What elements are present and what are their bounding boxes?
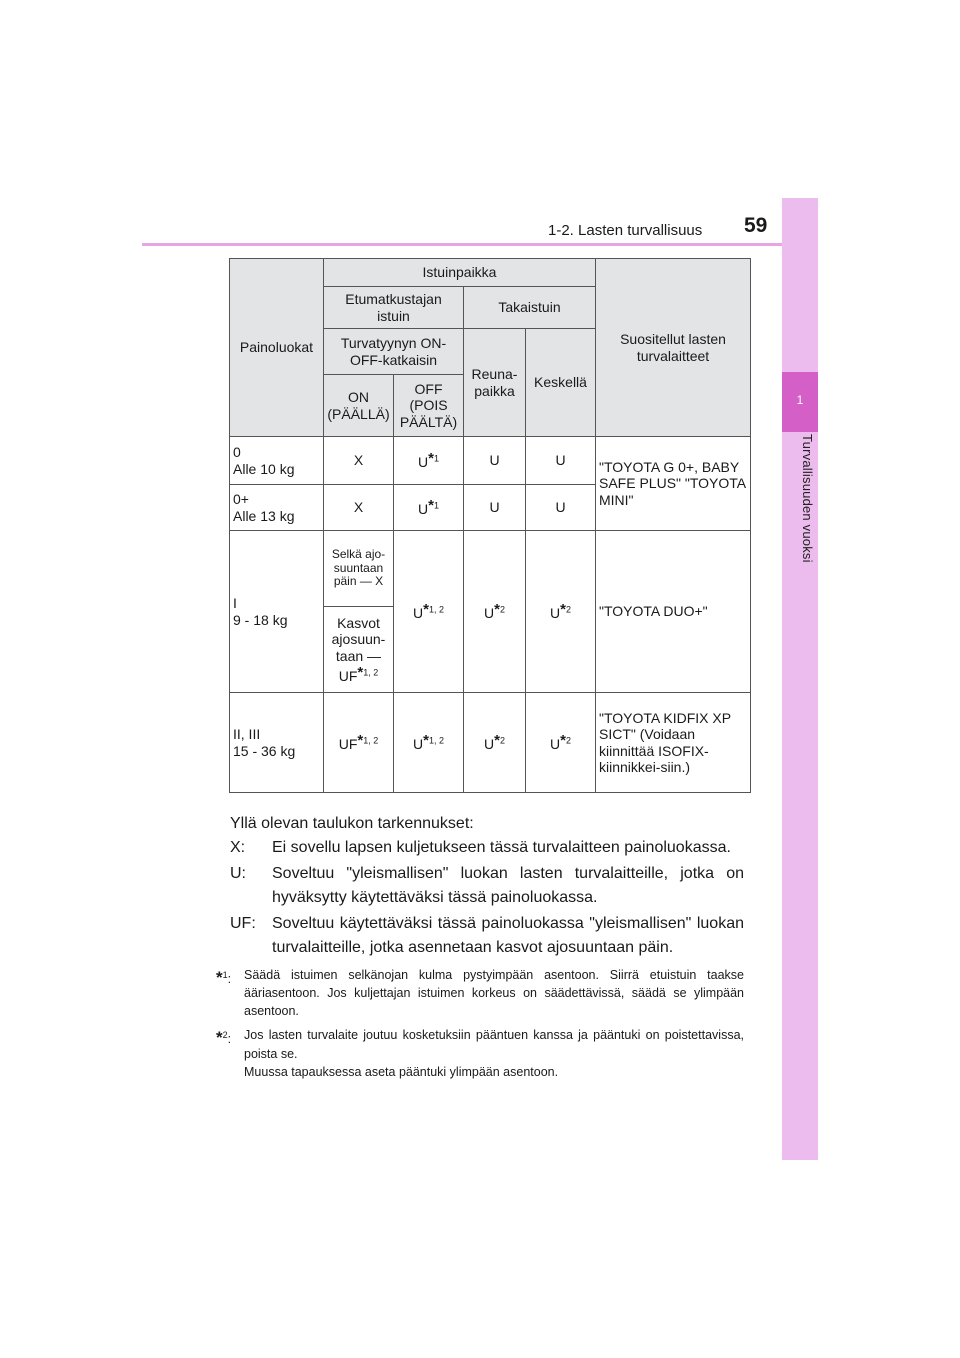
section-title: 1-2. Lasten turvallisuus xyxy=(548,222,703,239)
footnote-2: *$^2$: Jos lasten turvalaite joutuu kosketuksiin pääntuen kanssa ja pääntuki on poistettavissa, poista se. Muussa tapauksessa aseta pääntuki ylimpään asentoon. xyxy=(216,1028,744,1079)
cell-on: X xyxy=(324,437,394,485)
chapter-tab-label: Turvallisuuden vuoksi xyxy=(800,434,815,563)
note-u: U: Soveltuu "yleismallisen" luokan lasten turvalaitteille, jotka on hyväksytty käytettäväksi tässä painoluokassa. xyxy=(230,865,744,906)
cell-on: X xyxy=(324,485,394,531)
cell-on: UF*$^{1, 2}$ xyxy=(324,693,394,793)
note-uf: UF: Soveltuu käytettäväksi tässä painoluokassa "yleismallisen" luokan turvalaitteille, jotka asennetaan kasvot ajosuuntaan päin. xyxy=(230,915,744,956)
footnote-1: *$^1$: Säädä istuimen selkänojan kulma pystyimpään asentoon. Siirrä etuistuin taakse ääriasentoon. Jos kuljettajan istuimen korkeus on säädettävissä, säädä se ylimpään asentoon. xyxy=(216,968,744,1019)
chapter-tab-strip xyxy=(782,198,818,1160)
table-row-group-I xyxy=(230,531,324,693)
group-weight: 9 - 18 kg xyxy=(233,611,288,628)
group-label: I xyxy=(233,595,237,612)
cell-off: U*$^{1, 2}$ xyxy=(394,531,464,693)
group-label: II, III xyxy=(233,726,261,743)
cell-on-rear-facing: Selkä ajo-suuntaan päin — X xyxy=(324,531,394,607)
table-row-group-0plus xyxy=(230,485,324,531)
child-seat-table xyxy=(229,258,751,793)
cell-recommended: "TOYOTA G 0+, BABY SAFE PLUS" "TOYOTA MINI" xyxy=(596,437,751,531)
cell-off: U*$^1$ xyxy=(394,437,464,485)
group-weight: Alle 13 kg xyxy=(233,507,295,524)
cell-recommended: "TOYOTA DUO+" xyxy=(596,531,751,693)
page-number: 59 xyxy=(744,214,768,237)
header-off: OFF (POIS PÄÄLTÄ) xyxy=(394,375,464,437)
cell-outer: U*$^2$ xyxy=(464,693,526,793)
header-outer: Reuna-paikka xyxy=(464,329,526,437)
header-rear: Takaistuin xyxy=(464,287,596,329)
header-center: Keskellä xyxy=(526,329,596,437)
header-recommended: Suositellut lasten turvalaitteet xyxy=(596,259,751,437)
cell-off: U*$^1$ xyxy=(394,485,464,531)
group-weight: Alle 10 kg xyxy=(233,460,295,477)
cell-off: U*$^{1, 2}$ xyxy=(394,693,464,793)
cell-recommended: "TOYOTA KIDFIX XP SICT" (Voidaan kiinnittää ISOFIX-kiinnikkei-siin.) xyxy=(596,693,751,793)
header-rule xyxy=(142,243,818,246)
cell-center: U xyxy=(526,437,596,485)
header-weight: Painoluokat xyxy=(230,259,324,437)
table-notes xyxy=(216,812,744,1081)
group-label: 0+ xyxy=(233,491,249,508)
cell-outer: U xyxy=(464,485,526,531)
header-on: ON (PÄÄLLÄ) xyxy=(324,375,394,437)
cell-center: U xyxy=(526,485,596,531)
cell-center: U*$^2$ xyxy=(526,693,596,793)
notes-intro: Yllä olevan taulukon tarkennukset: xyxy=(230,815,474,832)
chapter-tab-active[interactable]: 1 xyxy=(782,372,818,432)
group-weight: 15 - 36 kg xyxy=(233,742,296,759)
table-row-group-0 xyxy=(230,437,324,485)
cell-outer: U xyxy=(464,437,526,485)
note-x: X: Ei sovellu lapsen kuljetukseen tässä turvalaitteen painoluokassa. xyxy=(230,839,731,856)
header-switch: Turvatyynyn ON-OFF-katkaisin xyxy=(324,329,464,375)
header-seat: Istuinpaikka xyxy=(324,259,596,287)
group-label: 0 xyxy=(233,444,241,461)
cell-on-forward-facing: Kasvot ajosuun-taan — UF*$^{1, 2}$ xyxy=(324,607,394,693)
cell-outer: U*$^2$ xyxy=(464,531,526,693)
table-row-group-II-III xyxy=(230,693,324,793)
cell-center: U*$^2$ xyxy=(526,531,596,693)
header-front: Etumatkustajan istuin xyxy=(324,287,464,329)
